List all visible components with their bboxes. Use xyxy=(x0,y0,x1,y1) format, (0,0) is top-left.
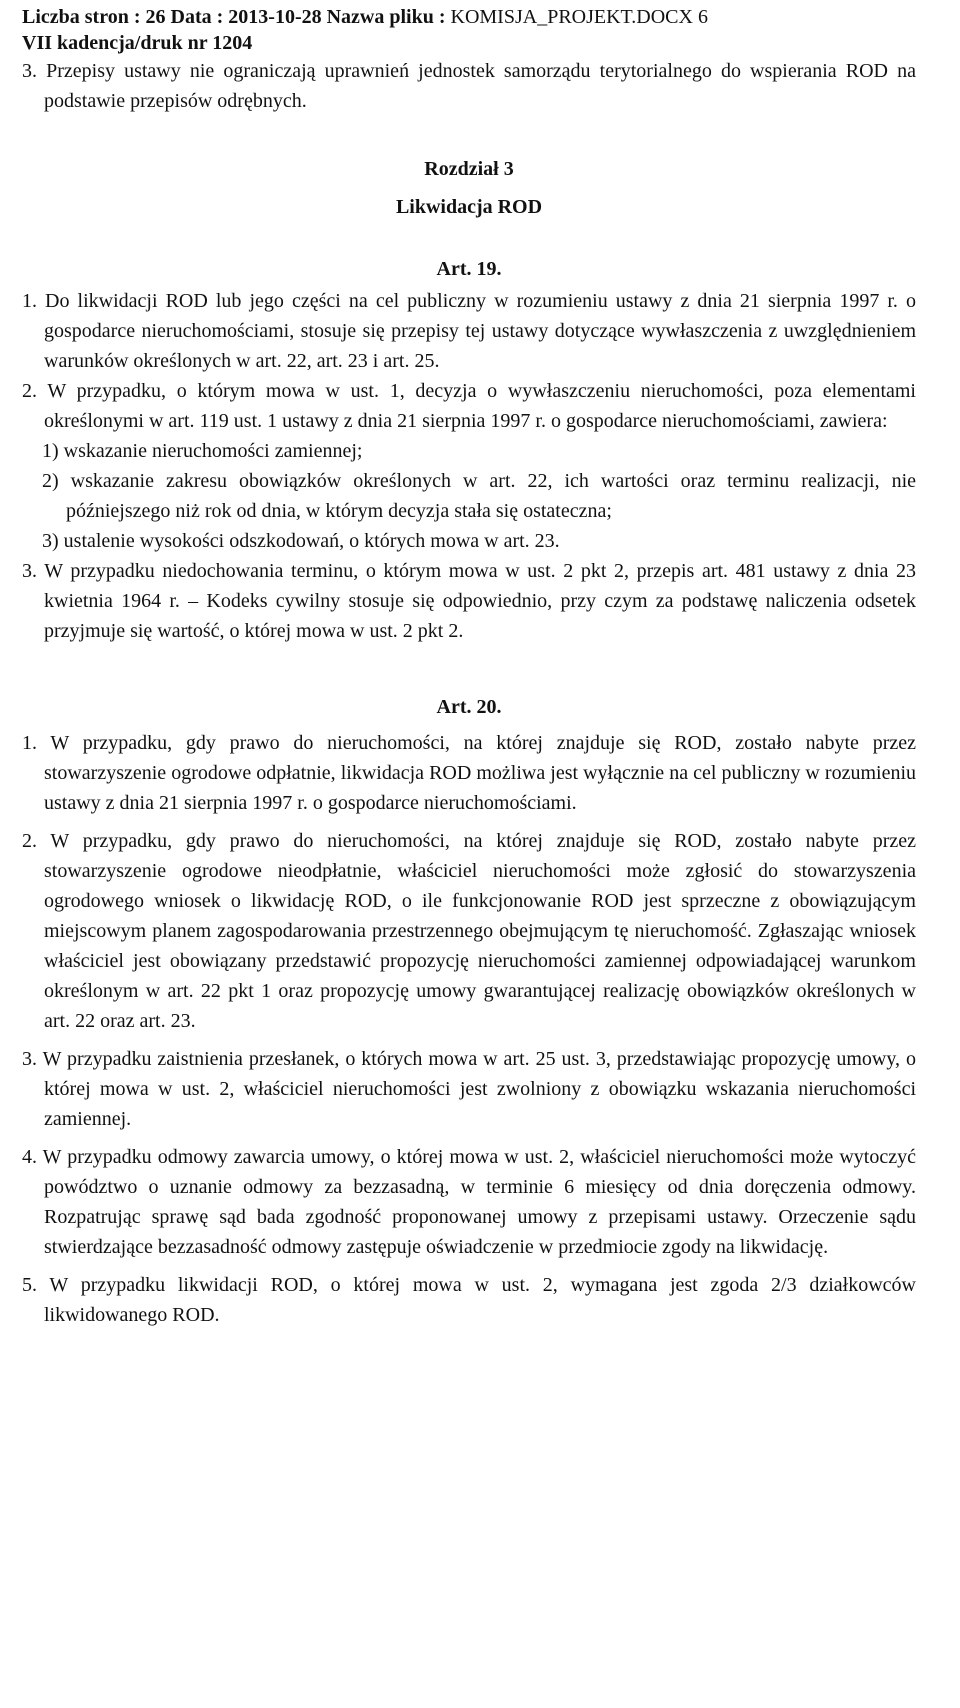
art20-paragraph-5: 5. W przypadku likwidacji ROD, o której mowa w ust. 2, wymagana jest zgoda 2/3 działkowców likwidowanego ROD. xyxy=(22,1274,916,1326)
intro-paragraph-3: 3. Przepisy ustawy nie ograniczają uprawnień jednostek samorządu terytorialnego do wspierania ROD na podstawie przepisów odrębnych. xyxy=(22,60,916,112)
art19-item-3: 3) ustalenie wysokości odszkodowań, o których mowa w art. 23. xyxy=(42,530,560,552)
chapter-number: Rozdział 3 xyxy=(424,158,514,180)
chapter-title: Likwidacja ROD xyxy=(395,196,543,218)
header-line-2: VII kadencja/druk nr 1204 xyxy=(22,32,253,54)
art20-paragraph-1: 1. W przypadku, gdy prawo do nieruchomości, na której znajduje się ROD, zostało nabyte przez stowarzyszenie ogrodowe odpłatnie, likwidacja ROD możliwa jest wyłącznie na cel publiczny w rozumieniu ustawy z dnia 21 sierpnia 1997 r. o gospodarce nieruchomościami. xyxy=(22,732,916,814)
art19-paragraph-3: 3. W przypadku niedochowania terminu, o którym mowa w ust. 2 pkt 2, przepis art. 481 ustawy z dnia 23 kwietnia 1964 r. – Kodeks cywilny stosuje się odpowiednio, przy czym za podstawę naliczenia odsetek przyjmuje się wartość, o której mowa w ust. 2 pkt 2. xyxy=(22,560,916,642)
art20-heading: Art. 20. xyxy=(436,696,502,718)
header-filename: KOMISJA_PROJEKT.DOCX 6 xyxy=(450,6,708,28)
art19-item-1: 1) wskazanie nieruchomości zamiennej; xyxy=(42,440,363,462)
art20-paragraph-3: 3. W przypadku zaistnienia przesłanek, o których mowa w art. 25 ust. 3, przedstawiając propozycję umowy, o której mowa w ust. 2, właściciel nieruchomości jest zwolniony z obowiązku wskazania nieruchomości zamiennej. xyxy=(22,1048,916,1130)
art19-item-2: 2) wskazanie zakresu obowiązków określonych w art. 22, ich wartości oraz terminu realizacji, nie późniejszego niż rok od dnia, w którym decyzja stała się ostateczna; xyxy=(42,470,916,522)
header-meta: Liczba stron : 26 Data : 2013-10-28 Nazwa pliku : xyxy=(22,6,451,28)
art19-paragraph-2: 2. W przypadku, o którym mowa w ust. 1, decyzja o wywłaszczeniu nieruchomości, poza elementami określonymi w art. 119 ust. 1 ustawy z dnia 21 sierpnia 1997 r. o gospodarce nieruchomościami, zawiera: xyxy=(22,380,916,432)
document-header xyxy=(22,0,916,56)
art20-paragraph-4: 4. W przypadku odmowy zawarcia umowy, o której mowa w ust. 2, właściciel nieruchomości może wytoczyć powództwo o uznanie odmowy za bezzasadną, w terminie 6 miesięcy od dnia doręczenia odmowy. Rozpatrując sprawę sąd bada zgodność proponowanej umowy z przepisami ustawy. Orzeczenie sądu stwierdzające bezzasadność odmowy zastępuje oświadczenie w przedmiocie zgody na likwidację. xyxy=(22,1146,916,1258)
art19-paragraph-1: 1. Do likwidacji ROD lub jego części na cel publiczny w rozumieniu ustawy z dnia 21 sierpnia 1997 r. o gospodarce nieruchomościami, stosuje się przepisy tej ustawy dotyczące wywłaszczenia z uwzględnieniem warunków określonych w art. 22, art. 23 i art. 25. xyxy=(22,290,916,372)
art20-paragraph-2: 2. W przypadku, gdy prawo do nieruchomości, na której znajduje się ROD, zostało nabyte przez stowarzyszenie ogrodowe nieodpłatnie, właściciel nieruchomości może zgłosić do stowarzyszenia ogrodowego wniosek o likwidację ROD, o ile funkcjonowanie ROD jest sprzeczne z obowiązującym miejscowym planem zagospodarowania przestrzennego obejmującym tę nieruchomość. Zgłaszając wniosek właściciel jest obowiązany przedstawić propozycję nieruchomości zamiennej odpowiadającej warunkom określonym w art. 22 pkt 1 oraz propozycję umowy gwarantującej realizację obowiązków określonych w art. 22 oraz art. 23. xyxy=(22,830,916,1032)
art19-heading: Art. 19. xyxy=(436,258,502,280)
header-line-1 xyxy=(22,4,916,30)
